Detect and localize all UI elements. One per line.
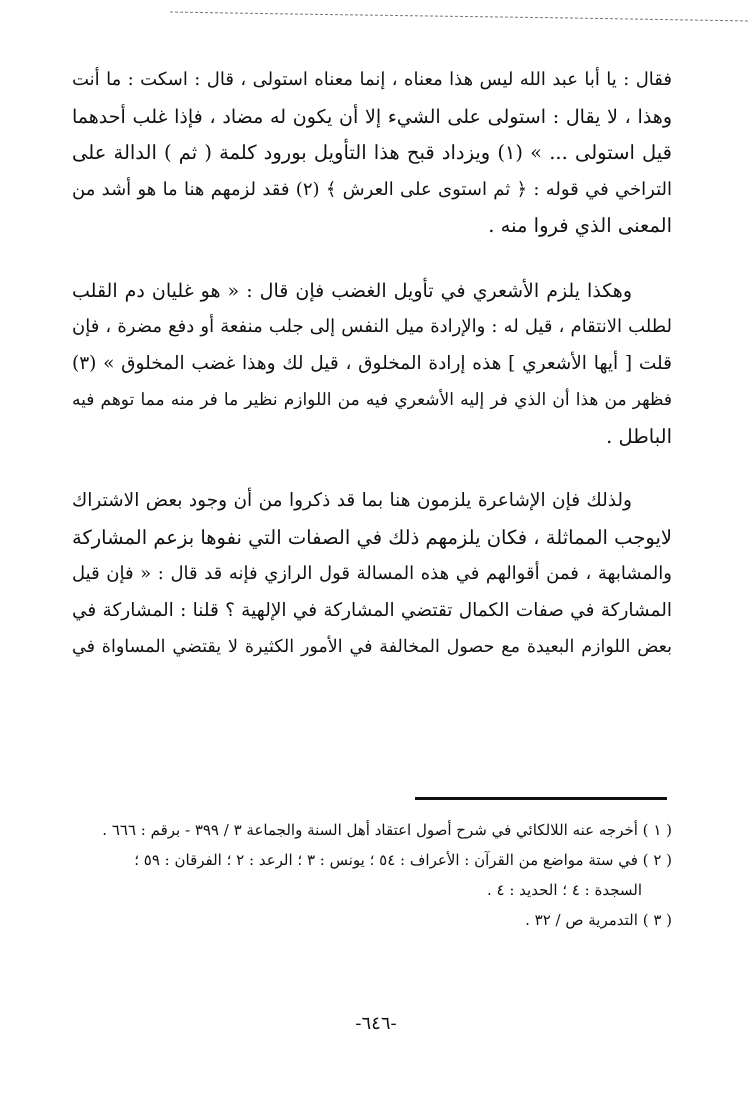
text-line: المشاركة في صفات الكمال تقتضي المشاركة في الإلهية ؟ قلنا : المشاركة في: [72, 599, 672, 621]
text-line: والمشابهة ، فمن أقوالهم في هذه المسالة قول الرازي فإنه قد قال : « فإن قيل: [72, 563, 672, 584]
paragraph-2: [72, 273, 672, 456]
footnote-divider: [415, 797, 667, 800]
text-line: الباطل .: [606, 424, 672, 448]
scan-edge-line: [170, 10, 750, 24]
page-body: [72, 62, 672, 694]
footnote-2-continued: السجدة : ٤ ؛ الحديد : ٤ .: [486, 881, 642, 899]
text-line: التراخي في قوله : ﴿ ثم استوى على العرش ﴾ (٢) فقد لزمهم هنا ما هو أشد من: [72, 178, 672, 200]
text-line: المعنى الذي فروا منه .: [488, 214, 672, 237]
text-line: ولذلك فإن الإشاعرة يلزمون هنا بما قد ذكروا من أن وجود بعض الاشتراك: [72, 490, 632, 511]
text-line: بعض اللوازم البعيدة مع حصول المخالفة في الأمور الكثيرة لا يقتضي المساواة في: [72, 637, 672, 657]
footnote-1: ( ١ ) أخرجه عنه اللالكائي في شرح أصول اعتقاد أهل السنة والجماعة ٣ / ٣٩٩ - برقم : ٦٦٦ .: [102, 821, 672, 839]
text-line: قلت [ أيها الأشعري ] هذه إرادة المخلوق ، قيل لك وهذا غضب المخلوق » (٣): [72, 352, 672, 374]
text-line: فقال : يا أبا عبد الله ليس هذا معناه ، إنما معناه استولى ، قال : اسكت : ما أنت: [72, 69, 672, 90]
footnote-3: ( ٣ ) التدمرية ص / ٣٢ .: [525, 911, 672, 929]
text-line: قيل استولى ... » (١) ويزداد قبح هذا التأويل بورود كلمة ( ثم ) الدالة على: [72, 141, 672, 164]
paragraph-3: [72, 483, 672, 666]
paragraph-1: [72, 62, 672, 245]
text-line: لايوجب المماثلة ، فكان يلزمهم ذلك في الصفات التي نفوها بزعم المشاركة: [72, 525, 672, 549]
text-line: وهذا ، لا يقال : استولى على الشيء إلا أن يكون له مضاد ، فإذا غلب أحدهما: [72, 105, 672, 128]
text-line: لطلب الانتقام ، قيل له : والإرادة ميل النفس إلى جلب منفعة أو دفع مضرة ، فإن: [72, 316, 672, 337]
text-line: فظهر من هذا أن الذي فر إليه الأشعري فيه من اللوازم نظير ما فر منه مما توهم فيه: [72, 390, 672, 410]
footnote-2: ( ٢ ) في ستة مواضع من القرآن : الأعراف : ٥٤ ؛ يونس : ٣ ؛ الرعد : ٢ ؛ الفرقان : ٥٩ ؛: [134, 851, 672, 869]
footnotes: [72, 815, 672, 935]
text-line: وهكذا يلزم الأشعري في تأويل الغضب فإن قال : « هو غليان دم القلب: [72, 279, 632, 302]
page-number: -٦٤٦-: [355, 1013, 397, 1034]
